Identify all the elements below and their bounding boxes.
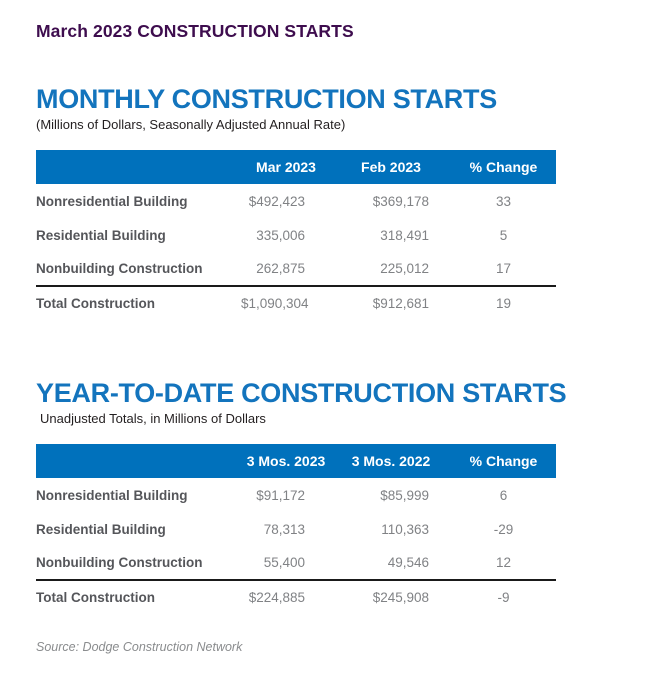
row-value-current: 335,006 xyxy=(256,227,305,243)
row-value-current: 55,400 xyxy=(263,555,305,570)
monthly-subtitle: (Millions of Dollars, Seasonally Adjusted Annual Rate) xyxy=(36,117,346,132)
total-row-label: Total Construction xyxy=(36,286,241,320)
row-value-previous: 225,012 xyxy=(380,261,429,276)
row-value-current: 78,313 xyxy=(263,521,305,537)
total-value-current: $224,885 xyxy=(241,580,331,614)
row-value-previous: 49,546 xyxy=(387,555,429,570)
ytd-header-row xyxy=(36,444,556,478)
row-value-current: $91,172 xyxy=(256,487,305,503)
table-row-nonresidential xyxy=(36,184,556,218)
row-label: Nonbuilding Construction xyxy=(36,261,203,276)
row-value-previous: $369,178 xyxy=(372,193,429,209)
page-title: March 2023 CONSTRUCTION STARTS xyxy=(36,21,354,41)
total-row xyxy=(36,286,556,320)
row-label: Nonresidential Building xyxy=(36,487,188,503)
row-pct-change: -29 xyxy=(493,521,514,537)
row-label: Nonresidential Building xyxy=(36,193,188,209)
total-value-current: $1,090,304 xyxy=(241,286,331,320)
row-value-current: 262,875 xyxy=(256,261,305,276)
column-header-pct-change: % Change xyxy=(469,159,538,175)
row-label: Residential Building xyxy=(36,227,166,243)
ytd-table xyxy=(36,444,556,614)
column-header-pct-change: % Change xyxy=(469,453,538,469)
monthly-section xyxy=(36,84,642,320)
row-pct-change: 12 xyxy=(495,555,512,570)
table-row-residential xyxy=(36,218,556,252)
table-row-residential xyxy=(36,512,556,546)
source-note: Source: Dodge Construction Network xyxy=(36,640,243,654)
ytd-subtitle: Unadjusted Totals, in Millions of Dollars xyxy=(40,411,266,426)
row-value-previous: 318,491 xyxy=(380,227,429,243)
column-header-3mos-2022: 3 Mos. 2022 xyxy=(351,453,431,469)
row-pct-change: 33 xyxy=(495,193,512,209)
column-header-feb-2023: Feb 2023 xyxy=(361,159,421,175)
total-value-previous: $245,908 xyxy=(331,580,451,614)
row-label: Nonbuilding Construction xyxy=(36,555,203,570)
row-pct-change: 6 xyxy=(499,487,508,503)
monthly-header-row xyxy=(36,150,556,184)
table-row-nonbuilding xyxy=(36,252,556,286)
row-label: Residential Building xyxy=(36,521,166,537)
monthly-heading: MONTHLY CONSTRUCTION STARTS xyxy=(36,84,497,114)
column-header-3mos-2023: 3 Mos. 2023 xyxy=(246,453,326,469)
total-pct-change: 19 xyxy=(451,286,556,320)
ytd-heading: YEAR-TO-DATE CONSTRUCTION STARTS xyxy=(36,378,567,408)
table-row-nonresidential xyxy=(36,478,556,512)
total-row xyxy=(36,580,556,614)
row-pct-change: 17 xyxy=(495,261,512,276)
column-header-empty xyxy=(36,444,241,478)
row-pct-change: 5 xyxy=(499,227,508,243)
year-to-date-section xyxy=(36,378,642,614)
monthly-table xyxy=(36,150,556,320)
row-value-current: $492,423 xyxy=(248,193,305,209)
total-value-previous: $912,681 xyxy=(331,286,451,320)
total-pct-change: -9 xyxy=(451,580,556,614)
column-header-mar-2023: Mar 2023 xyxy=(256,159,316,175)
row-value-previous: $85,999 xyxy=(380,487,429,503)
column-header-empty xyxy=(36,150,241,184)
table-row-nonbuilding xyxy=(36,546,556,580)
total-row-label: Total Construction xyxy=(36,580,241,614)
row-value-previous: 110,363 xyxy=(381,521,429,537)
